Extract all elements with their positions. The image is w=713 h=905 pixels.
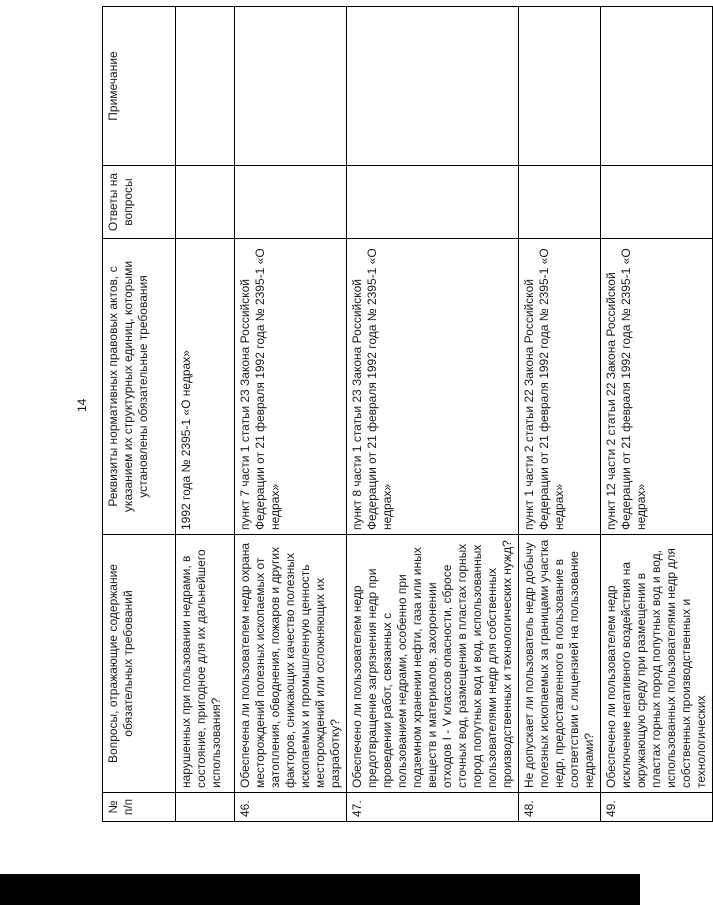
header-note: Примечание xyxy=(103,7,176,166)
row-num: 46. xyxy=(235,793,347,822)
row-requisites: пункт 7 части 1 статьи 23 Закона Российской Федерации от 21 февраля 1992 года № 2395-1 «О недрах» xyxy=(235,239,347,535)
row-num: 47. xyxy=(347,793,519,822)
header-answers: Ответы на вопросы xyxy=(103,166,176,239)
scan-bottom-edge xyxy=(0,874,640,905)
row-note xyxy=(347,7,519,166)
row-note xyxy=(235,7,347,166)
row-num: 48. xyxy=(519,793,601,822)
row-requisites: пункт 8 части 1 статьи 23 Закона Российской Федерации от 21 февраля 1992 года № 2395-1 «О недрах» xyxy=(347,239,519,535)
row-num xyxy=(176,793,235,822)
row-requisites: пункт 12 части 2 статьи 22 Закона Российской Федерации от 21 февраля 1992 года № 2395-1 «О недрах» xyxy=(601,239,713,535)
row-answer xyxy=(519,166,601,239)
row-requisites: 1992 года № 2395-1 «О недрах» xyxy=(176,239,235,535)
table-row xyxy=(176,7,235,822)
row-note xyxy=(519,7,601,166)
header-requisites: Реквизиты нормативных правовых актов, с указанием их структурных единиц, которыми установлены обязательные требования xyxy=(103,239,176,535)
row-note xyxy=(176,7,235,166)
table-row xyxy=(347,7,519,822)
header-question: Вопросы, отражающие содержание обязательных требований xyxy=(103,535,176,793)
row-question: Обеспечена ли пользователем недр охрана месторождений полезных ископаемых от затопления, обводнения, пожаров и других факторов, снижающих качество полезных ископаемых и промышленную ценность месторождений или осложняющих их разработку? xyxy=(235,535,347,793)
row-question: Обеспечено ли пользователем недр исключение негативного воздействия на окружающую среду при размещении в пластах горных пород попутных вод и вод, использованных пользователями недр для собственных производственных и технологических xyxy=(601,535,713,793)
table-row xyxy=(519,7,601,822)
row-question: Не допускает ли пользователь недр добычу полезных ископаемых за границами участка недр, предоставленного в пользование в соответствии с лицензией на пользование недрами? xyxy=(519,535,601,793)
row-requisites: пункт 1 части 2 статьи 22 Закона Российской Федерации от 21 февраля 1992 года № 2395-1 «О недрах» xyxy=(519,239,601,535)
row-question: Обеспечено ли пользователем недр предотвращение загрязнения недр при проведении работ, связанных с пользованием недрами, особенно при подземном хранении нефти, газа или иных веществ и материалов, захоронении отходов I - V классов опасности, сбросе сточных вод, размещении в пластах горных пород попутных вод и вод, использованных пользователями недр для собственных производственных и технологических нужд? xyxy=(347,535,519,793)
row-answer xyxy=(176,166,235,239)
row-question: нарушенных при пользовании недрами, в состояние, пригодное для их дальнейшего использования? xyxy=(176,535,235,793)
table-row xyxy=(601,7,713,822)
table-row xyxy=(235,7,347,822)
row-note xyxy=(601,7,713,166)
page-number: 14 xyxy=(75,398,89,412)
row-num: 49. xyxy=(601,793,713,822)
requirements-table xyxy=(102,6,713,822)
row-answer xyxy=(601,166,713,239)
row-answer xyxy=(347,166,519,239)
header-num: № п/п xyxy=(103,793,176,822)
table-header-row xyxy=(103,7,176,822)
row-answer xyxy=(235,166,347,239)
